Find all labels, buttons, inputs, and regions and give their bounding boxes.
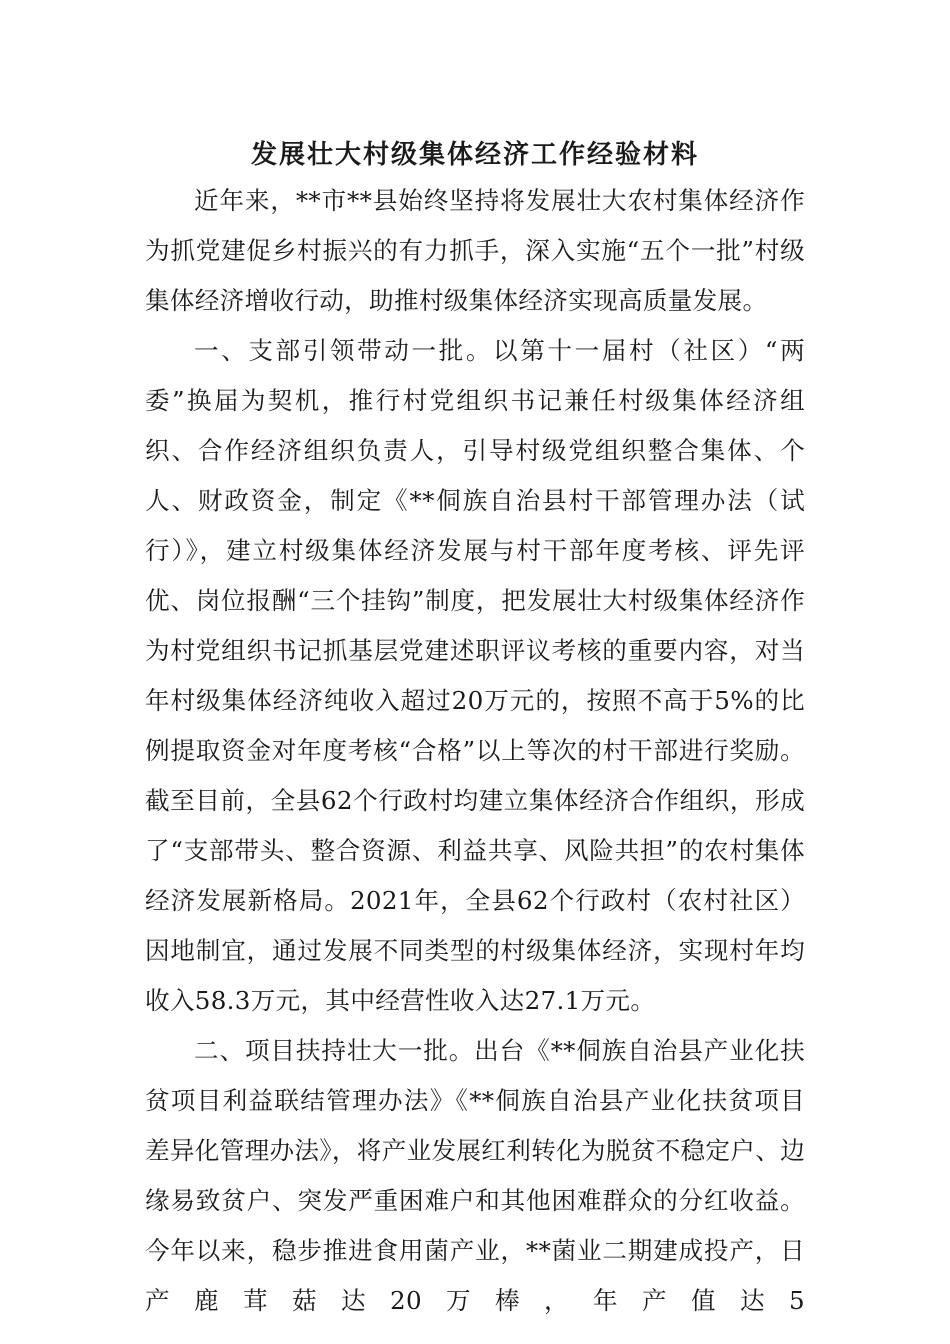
document-title: 发展壮大村级集体经济工作经验材料 [250,140,699,170]
paragraph-intro: 近年来，**市**县始终坚持将发展壮大农村集体经济作为抓党建促乡村振兴的有力抓手，深入实施“五个一批”村级集体经济增收行动，助推村级集体经济实现高质量发展。 [145,186,805,315]
paragraph-section-1: 一、支部引领带动一批。以第十一届村（社区）“两委”换届为契机，推行村党组织书记兼任村级集体经济组织、合作经济组织负责人，引导村级党组织整合集体、个人、财政资金，制定《**侗族自治县村干部管理办法（试行）》，建立村级集体经济发展与村干部年度考核、评先评优、岗位报酬“三个挂钩”制度，把发展壮大村级集体经济作为村党组织书记抓基层党建述职评议考核的重要内容，对当年村级集体经济纯收入超过20万元的，按照不高于5%的比例提取资金对年度考核“合格”以上等次的村干部进行奖励。截至目前，全县62个行政村均建立集体经济合作组织，形成了“支部带头、整合资源、利益共享、风险共担”的农村集体经济发展新格局。2021年，全县62个行政村（农村社区）因地制宜，通过发展不同类型的村级集体经济，实现村年均收入58.3万元，其中经营性收入达27.1万元。 [145,336,805,1015]
document-body [145,176,805,1326]
paragraph-section-2: 二、项目扶持壮大一批。出台《**侗族自治县产业化扶贫项目利益联结管理办法》《**侗族自治县产业化扶贫项目差异化管理办法》，将产业发展红利转化为脱贫不稳定户、边缘易致贫户、突发严重困难户和其他困难群众的分红收益。今年以来，稳步推进食用菌产业，**菌业二期建成投产，日产鹿茸菇达20万棒，年产值达5 [145,1036,805,1315]
